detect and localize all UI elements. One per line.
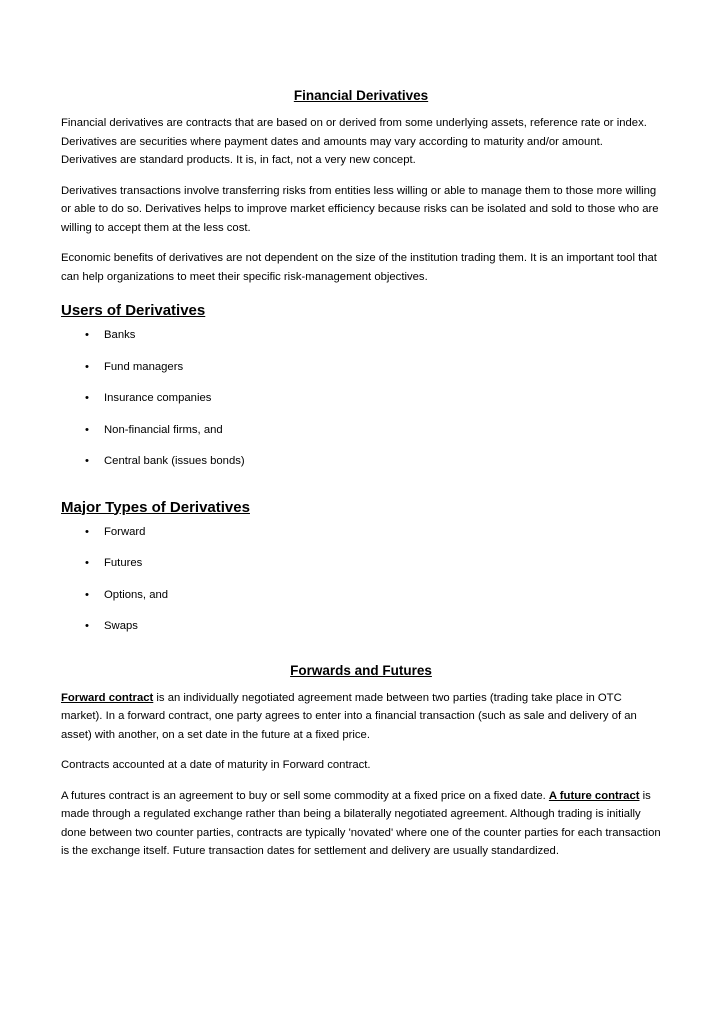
- list-item-text: Forward: [104, 525, 146, 538]
- list-item-text: Banks: [104, 329, 136, 341]
- list-item: [61, 616, 661, 648]
- list-item: [61, 553, 661, 585]
- bullet-icon: •: [85, 329, 89, 341]
- bullet-icon: •: [85, 423, 89, 436]
- list-item: [61, 522, 661, 554]
- document-content: [61, 88, 661, 873]
- futures-paragraph: [61, 787, 661, 861]
- document-title: Financial Derivatives: [293, 88, 429, 103]
- list-item-text: Futures: [104, 557, 143, 569]
- bullet-icon: •: [85, 392, 89, 404]
- future-contract-term: A future contract: [548, 789, 640, 802]
- list-item-text: Swaps: [104, 620, 138, 632]
- forward-paragraph: [61, 689, 661, 745]
- list-item: [61, 420, 661, 452]
- list-item: [61, 585, 661, 617]
- list-item-text: Central bank (issues bonds): [104, 455, 245, 467]
- bullet-icon: •: [85, 557, 89, 569]
- forward-contract-text: is an individually negotiated agreement made between two parties (trading take place in OTC market). In a forward contract, one party agrees to enter into a financial transaction (such as sale and delivery of an asset) with another, on a set date in the future at a fixed price.: [61, 691, 637, 741]
- bullet-icon: •: [85, 360, 89, 373]
- section-title-forwards-futures: Forwards and Futures: [290, 662, 432, 678]
- list-item-text: Non-financial firms, and: [104, 423, 223, 436]
- list-item-text: Insurance companies: [104, 392, 212, 404]
- maturity-paragraph: Contracts accounted at a date of maturity in Forward contract.: [61, 759, 371, 771]
- types-list: [61, 522, 661, 648]
- users-heading: Users of Derivatives: [61, 302, 206, 319]
- bullet-icon: •: [85, 455, 89, 467]
- list-item: [61, 357, 661, 389]
- intro-paragraph-2: Derivatives transactions involve transferring risks from entities less willing or able to manage them to those more willing or able to do so. Derivatives helps to improve market efficiency because risks can be isolated and sold to those who are willing to accept them at the less cost.: [61, 184, 659, 234]
- bullet-icon: •: [85, 620, 89, 632]
- list-item: [61, 388, 661, 420]
- types-heading: Major Types of Derivatives: [61, 498, 250, 516]
- futures-text-end: is made through a regulated exchange rather than being a bilaterally negotiated agreement. Although trading is initially done between two counter parties, contracts are typically 'novated' where one of the counter parties for each transaction is the exchange itself. Future transaction dates for settlement and delivery are usually standardized.: [61, 789, 661, 857]
- list-item: [61, 451, 661, 483]
- users-list: [61, 325, 661, 483]
- bullet-icon: •: [85, 525, 89, 538]
- bullet-icon: •: [85, 588, 89, 601]
- intro-paragraph-1: Financial derivatives are contracts that are based on or derived from some underlying assets, reference rate or index. Derivatives are securities where payment dates and amounts may vary according to maturity and/or amount. Derivatives are standard products. It is, in fact, not a very new concept.: [61, 117, 647, 166]
- intro-paragraph-3: Economic benefits of derivatives are not dependent on the size of the institution trading them. It is an important tool that can help organizations to meet their specific risk-management objectives.: [61, 252, 657, 283]
- list-item: [61, 325, 661, 357]
- futures-text-start: A futures contract is an agreement to buy or sell some commodity at a fixed price on a fixed date.: [61, 789, 549, 802]
- list-item-text: Options, and: [104, 588, 169, 601]
- list-item-text: Fund managers: [104, 360, 184, 373]
- forward-contract-term: Forward contract: [61, 691, 154, 704]
